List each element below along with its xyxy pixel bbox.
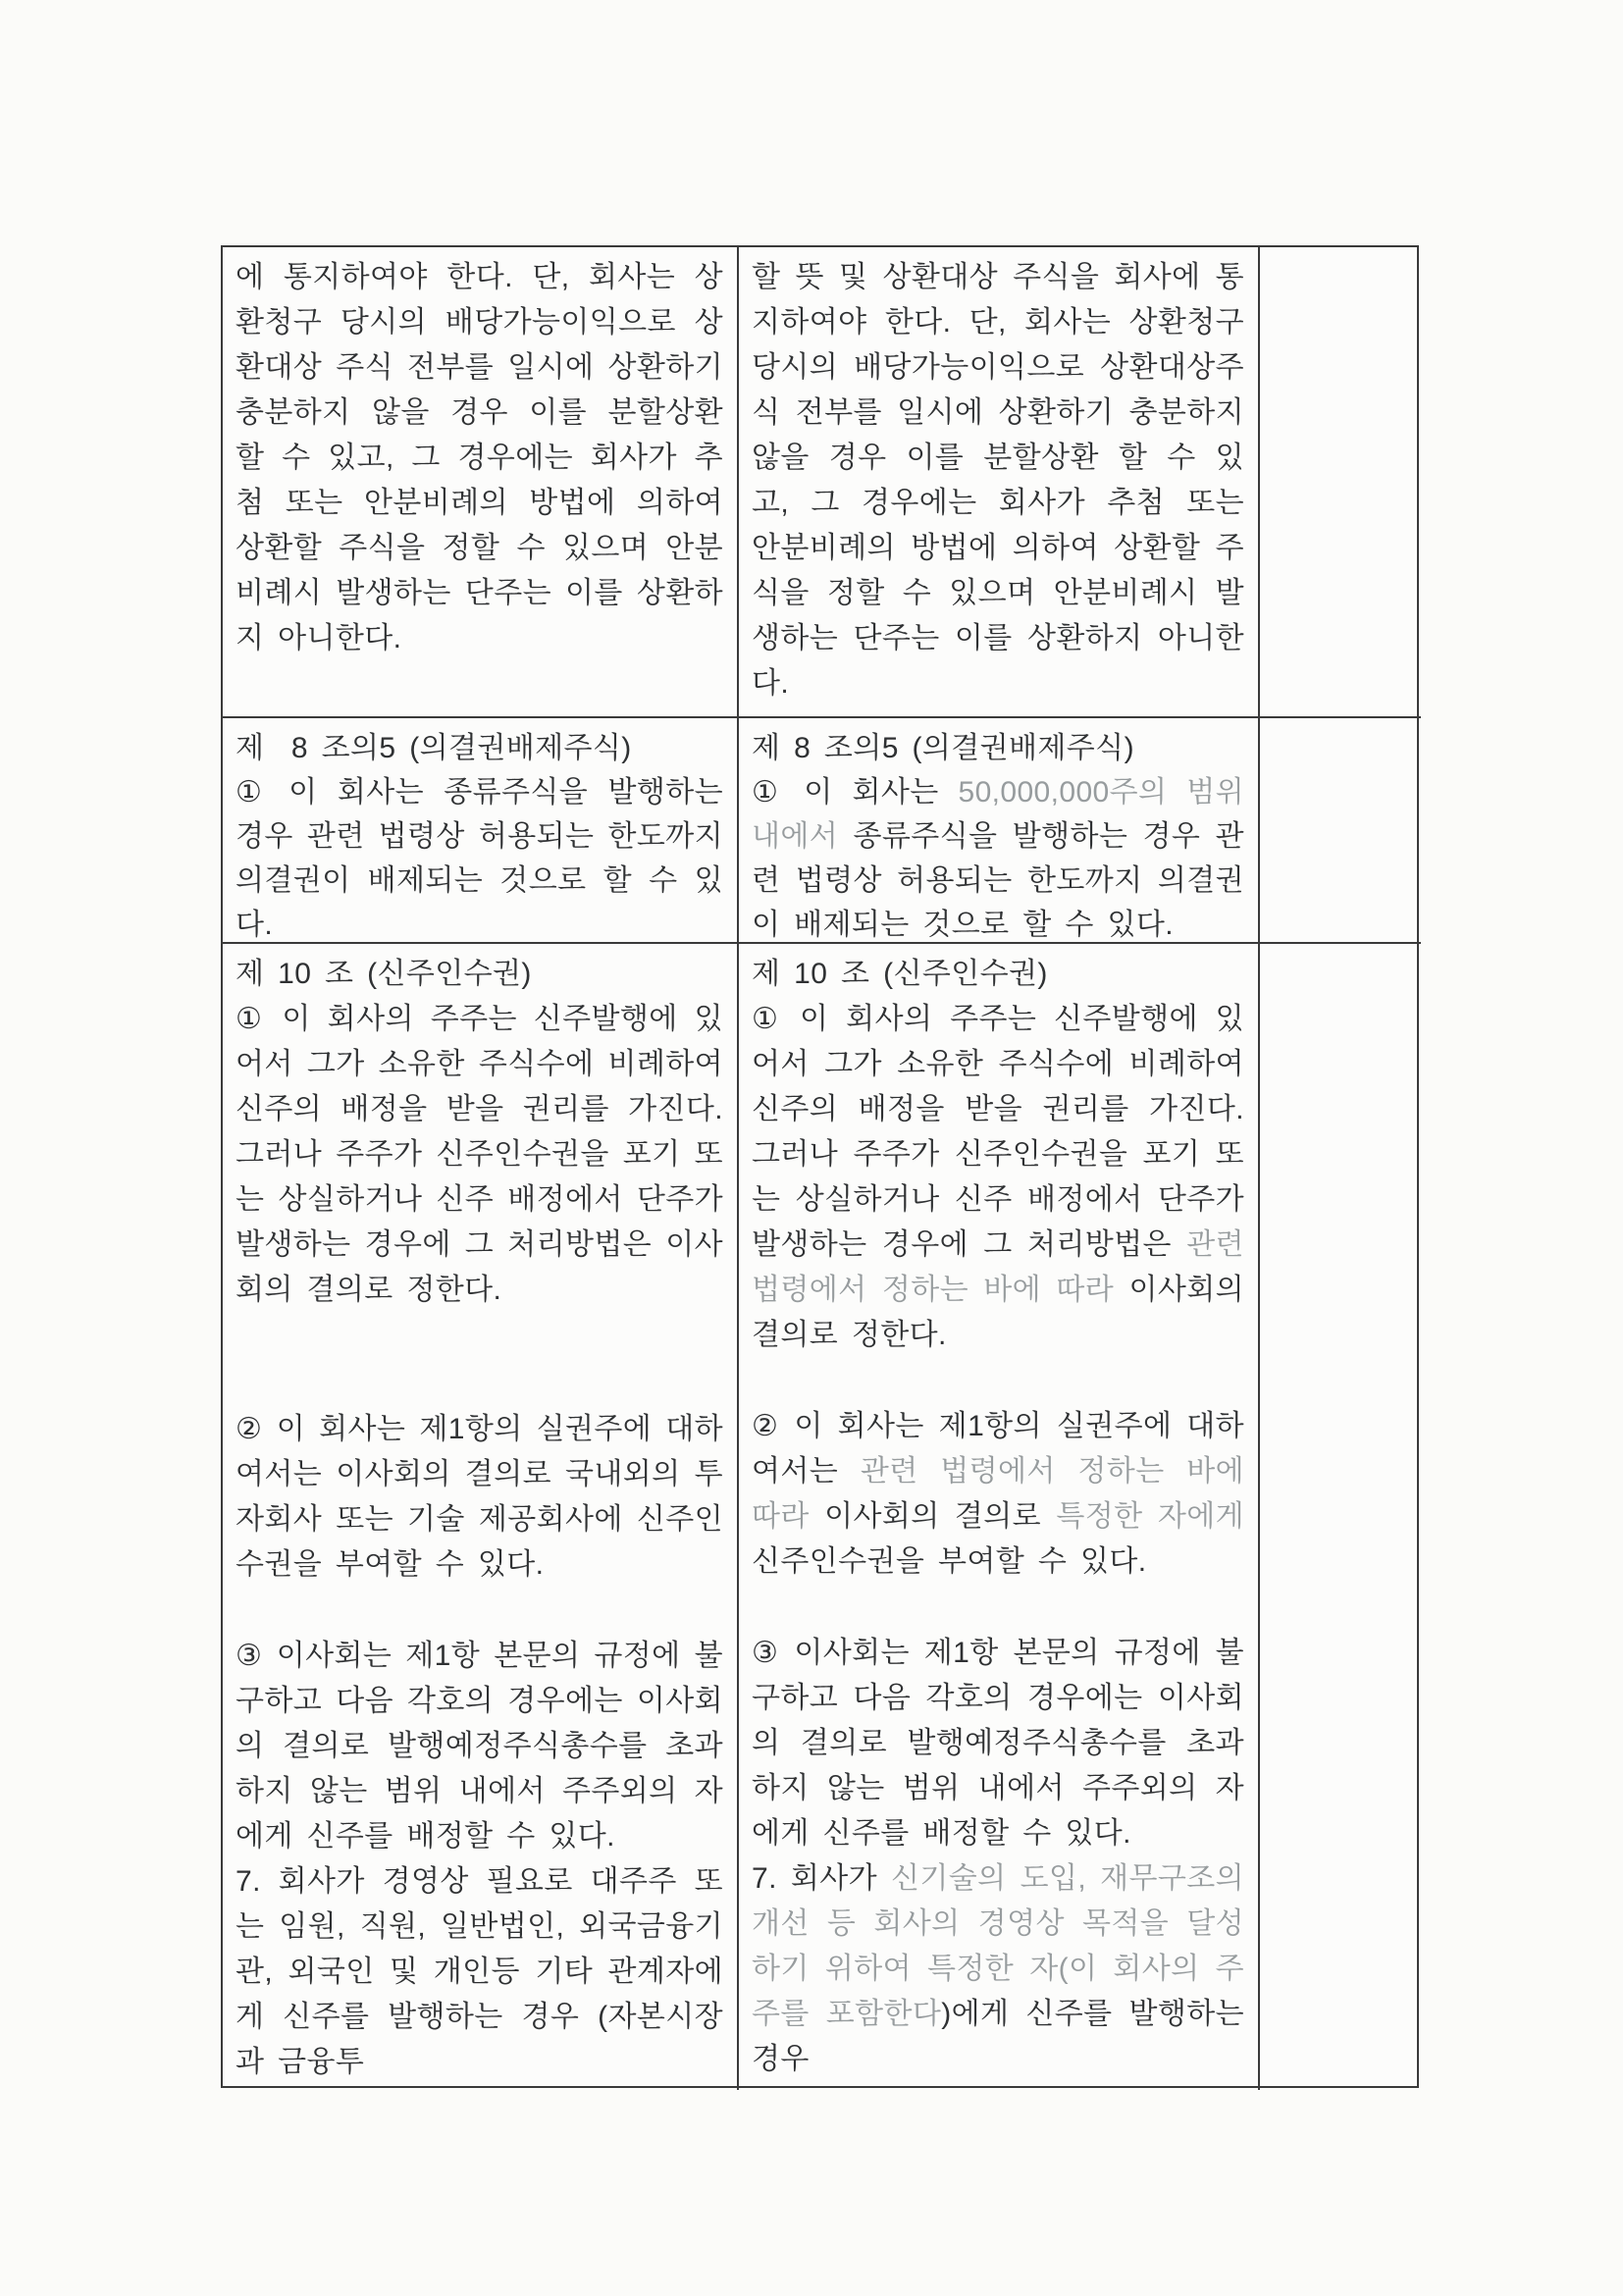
- provision-text: )에게 신주를 발행하는 경우: [752, 1998, 1244, 2075]
- note-cell: [1260, 718, 1421, 944]
- provision-text: ① 이 회사의 주주는 신주발행에 있어서 그가 소유한 주식수에 비례하여 신주의 배정을 받을 권리를 가진다. 그러나 주주가 신주인수권을 포기 또는 상실하거나 신주 배정에서 단주가 발생하는 경우에 그 처리방법은 이사회의 결의로 정한다.: [236, 1003, 723, 1306]
- article-title: [236, 952, 723, 997]
- provision-text: ① 이 회사는 종류주식을 발행하는 경우 관련 법령상 허용되는 한도까지 의결권이 배제되는 것으로 할 수 있다.: [236, 776, 723, 941]
- provision-text: 종류주식을 발행하는 경우 관련 법령상 허용되는 한도까지 의결권이 배제되는 것으로 할 수 있다.: [752, 820, 1244, 941]
- provision-text: 7. 회사가 경영상 필요로 대주주 또는 임원, 직원, 일반법인, 외국금융기관, 외국인 및 개인등 기타 관계자에게 신주를 발행하는 경우 (자본시장과 금융투: [236, 1865, 723, 2078]
- provision-text: 에 통지하여야 한다. 단, 회사는 상환청구 당시의 배당가능이익으로 상환대상 주식 전부를 일시에 상환하기 충분하지 않을 경우 이를 분할상환 할 수 있고, 그 경우에는 회사가 추첨 또는 안분비례의 방법에 의하여 상환할 주식을 정할 수 있으며 안분비례시 발생하는 단주는 이를 상환하지 아니한다.: [236, 261, 723, 654]
- provision-text: ① 이 회사의 주주는 신주발행에 있어서 그가 소유한 주식수에 비례하여 신주의 배정을 받을 권리를 가진다. 그러나 주주가 신주인수권을 포기 또는 상실하거나 신주 배정에서 단주가 발생하는 경우에 그 처리방법은: [752, 1003, 1244, 1261]
- changed-text: 특정한 자에게: [1056, 1500, 1244, 1533]
- old-provision-cell: [223, 718, 739, 944]
- paragraph: [752, 255, 1244, 706]
- paragraph: [236, 255, 723, 661]
- provision-text: ② 이 회사는 제1항의 실권주에 대하여서는 이사회의 결의로 국내외의 투자회사 또는 기술 제공회사에 신주인수권을 부여할 수 있다.: [236, 1413, 723, 1581]
- changed-text: 50,000,000주의 범위 내에서: [752, 776, 1244, 853]
- provision-text: ③ 이사회는 제1항 본문의 규정에 불구하고 다음 각호의 경우에는 이사회의 결의로 발행예정주식총수를 초과하지 않는 범위 내에서 주주외의 자에게 신주를 배정할 수 있다.: [752, 1637, 1244, 1850]
- provision-text: 신주인수권을 부여할 수 있다.: [752, 1545, 1147, 1578]
- paragraph: [752, 1631, 1244, 1856]
- paragraph: [752, 1404, 1244, 1585]
- paragraph: [236, 1859, 723, 2085]
- changed-text: 관련 법령에서 정하는 바에 따라: [752, 1455, 1244, 1533]
- note-cell: [1260, 944, 1421, 2090]
- article-title: [752, 952, 1244, 997]
- note-cell: [1260, 247, 1421, 718]
- provision-text: 이사회의 결의로: [809, 1500, 1057, 1533]
- changed-text: 신기술의 도입, 재무구조의 개선 등 회사의 경영상 목적을 달성하기 위하여 특정한 자(이 회사의 주주를 포함한다: [752, 1862, 1244, 2030]
- provision-text: 제 8 조의5 (의결권배제주식): [236, 732, 632, 764]
- paragraph: [752, 997, 1244, 1358]
- provision-text: 이사회의 결의로 정한다.: [752, 1274, 1244, 1351]
- new-provision-cell: [739, 944, 1260, 2090]
- provision-text: ① 이 회사는: [752, 776, 959, 809]
- paragraph: [236, 770, 723, 944]
- paragraph: [236, 1407, 723, 1588]
- paragraph: [752, 770, 1244, 944]
- provision-text: 제 10 조 (신주인수권): [236, 958, 532, 990]
- old-provision-cell: [223, 944, 739, 2090]
- provision-text: 제 8 조의5 (의결권배제주식): [752, 732, 1134, 764]
- paragraph: [236, 1634, 723, 1859]
- old-provision-cell: [223, 247, 739, 718]
- new-provision-cell: [739, 247, 1260, 718]
- provision-text: 제 10 조 (신주인수권): [752, 958, 1048, 990]
- article-title: [752, 726, 1244, 770]
- provision-text: ② 이 회사는 제1항의 실권주에 대하여서는: [752, 1410, 1244, 1487]
- new-provision-cell: [739, 718, 1260, 944]
- provision-text: ③ 이사회는 제1항 본문의 규정에 불구하고 다음 각호의 경우에는 이사회의 결의로 발행예정주식총수를 초과하지 않는 범위 내에서 주주외의 자에게 신주를 배정할 수 있다.: [236, 1640, 723, 1852]
- changed-text: 관련 법령에서 정하는 바에 따라: [752, 1228, 1244, 1306]
- article-title: [236, 726, 723, 770]
- provision-text: 7. 회사가: [752, 1862, 892, 1895]
- paragraph: [236, 997, 723, 1313]
- revision-comparison-table: [221, 245, 1419, 2088]
- paragraph: [752, 1856, 1244, 2082]
- provision-text: 할 뜻 및 상환대상 주식을 회사에 통지하여야 한다. 단, 회사는 상환청구 당시의 배당가능이익으로 상환대상주식 전부를 일시에 상환하기 충분하지 않을 경우 이를 분할상환 할 수 있고, 그 경우에는 회사가 추첨 또는 안분비례의 방법에 의하여 상환할 주식을 정할 수 있으며 안분비례시 발생하는 단주는 이를 상환하지 아니한다.: [752, 261, 1244, 700]
